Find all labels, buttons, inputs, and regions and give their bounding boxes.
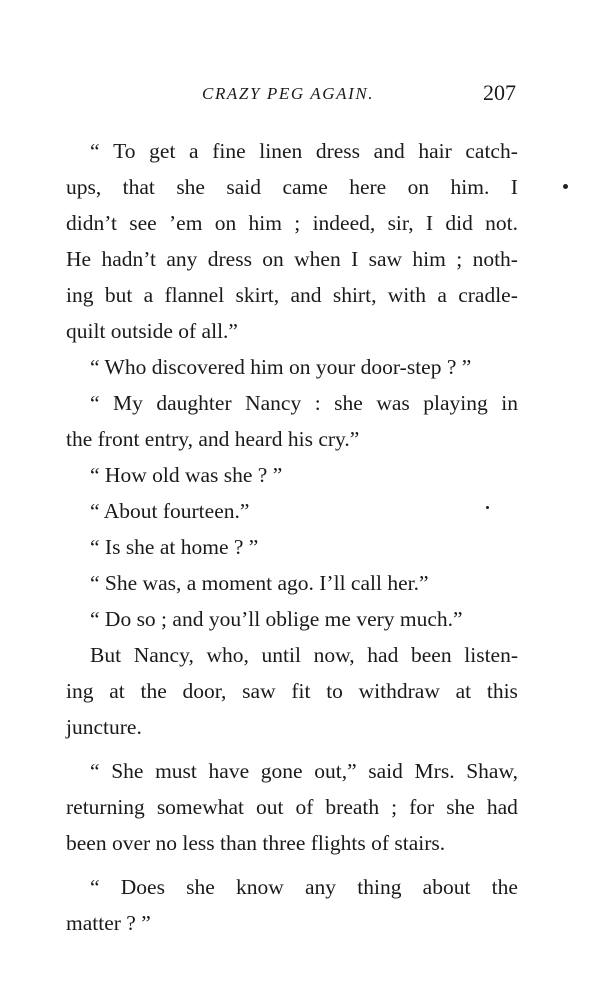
word: Shaw, bbox=[466, 759, 518, 783]
text-line bbox=[66, 169, 518, 205]
word: “ bbox=[90, 391, 100, 415]
text-line bbox=[66, 869, 518, 905]
text-line: “ Do so ; and you’ll oblige me very much.” bbox=[90, 607, 463, 631]
text-line bbox=[66, 753, 518, 789]
word: To bbox=[113, 139, 136, 163]
word: on bbox=[262, 247, 284, 271]
text-line: been over no less than three flights of stairs. bbox=[66, 831, 446, 855]
ink-speck bbox=[563, 184, 568, 189]
word: ; bbox=[391, 795, 398, 819]
word: saw bbox=[242, 679, 276, 703]
word: but bbox=[104, 283, 133, 307]
text-line: “ Who discovered him on your door-step ? ” bbox=[90, 355, 472, 379]
text-line bbox=[66, 205, 518, 241]
word: to bbox=[326, 679, 343, 703]
word: Mrs. bbox=[414, 759, 455, 783]
word: with bbox=[387, 283, 427, 307]
word: know bbox=[236, 875, 284, 899]
word: when bbox=[294, 247, 341, 271]
word: him bbox=[412, 247, 446, 271]
word: who, bbox=[206, 643, 249, 667]
word: a bbox=[143, 283, 154, 307]
text-line: juncture. bbox=[66, 715, 142, 739]
word: ; bbox=[294, 211, 301, 235]
word: Nancy bbox=[245, 391, 302, 415]
word: door, bbox=[182, 679, 227, 703]
word: dress bbox=[207, 247, 252, 271]
word: see bbox=[129, 211, 157, 235]
word: the bbox=[140, 679, 167, 703]
running-head bbox=[66, 80, 520, 110]
word: she bbox=[446, 795, 475, 819]
word: get bbox=[149, 139, 176, 163]
running-title: CRAZY PEG AGAIN. bbox=[202, 84, 375, 103]
word: him bbox=[248, 211, 282, 235]
word: thing bbox=[357, 875, 402, 899]
word: of bbox=[295, 795, 314, 819]
word: at bbox=[455, 679, 472, 703]
text-line bbox=[66, 133, 518, 169]
word: catch- bbox=[465, 139, 518, 163]
word: linen bbox=[259, 139, 303, 163]
word: here bbox=[349, 175, 387, 199]
word: said bbox=[368, 759, 403, 783]
word: out bbox=[256, 795, 284, 819]
word: She bbox=[111, 759, 144, 783]
text-line: quilt outside of all.” bbox=[66, 319, 238, 343]
word: was bbox=[376, 391, 410, 415]
word: dress bbox=[315, 139, 361, 163]
word: skirt, bbox=[235, 283, 280, 307]
word: saw bbox=[368, 247, 403, 271]
word: ing bbox=[66, 679, 94, 703]
word: she bbox=[176, 175, 205, 199]
word: gone bbox=[260, 759, 303, 783]
word: about bbox=[422, 875, 471, 899]
word: But bbox=[90, 643, 122, 667]
word: did bbox=[445, 211, 473, 235]
word: breath bbox=[325, 795, 380, 819]
word: until bbox=[261, 643, 301, 667]
word: He bbox=[66, 247, 92, 271]
text-line: “ She was, a moment ago. I’ll call her.” bbox=[90, 571, 429, 595]
word: hadn’t bbox=[101, 247, 156, 271]
word: shirt, bbox=[332, 283, 377, 307]
text-line bbox=[66, 673, 518, 709]
word: ; bbox=[456, 247, 463, 271]
word: been bbox=[411, 643, 452, 667]
word: have bbox=[208, 759, 250, 783]
word: and bbox=[290, 283, 322, 307]
word: the bbox=[491, 875, 518, 899]
word: : bbox=[314, 391, 321, 415]
word: fine bbox=[212, 139, 246, 163]
word: any bbox=[305, 875, 337, 899]
word: Nancy, bbox=[133, 643, 194, 667]
word: ing bbox=[66, 283, 94, 307]
word: I bbox=[510, 175, 518, 199]
word: she bbox=[334, 391, 363, 415]
word: ups, bbox=[66, 175, 102, 199]
word: not. bbox=[485, 211, 518, 235]
word: cradle- bbox=[458, 283, 518, 307]
word: listen- bbox=[464, 643, 518, 667]
word: now, bbox=[313, 643, 355, 667]
word: must bbox=[155, 759, 197, 783]
ink-speck bbox=[486, 506, 489, 509]
word: had bbox=[486, 795, 518, 819]
word: sir, bbox=[387, 211, 414, 235]
word: a bbox=[189, 139, 199, 163]
word: indeed, bbox=[312, 211, 376, 235]
text-line bbox=[66, 789, 518, 825]
word: this bbox=[486, 679, 518, 703]
word: “ bbox=[90, 875, 100, 899]
text-line bbox=[66, 277, 518, 313]
word: in bbox=[501, 391, 518, 415]
word: fit bbox=[291, 679, 311, 703]
word: somewhat bbox=[156, 795, 244, 819]
word: on bbox=[407, 175, 430, 199]
text-line bbox=[66, 637, 518, 673]
text-line: the front entry, and heard his cry.” bbox=[66, 427, 360, 451]
word: playing bbox=[423, 391, 488, 415]
word: noth- bbox=[472, 247, 518, 271]
word: flannel bbox=[164, 283, 225, 307]
word: “ bbox=[90, 139, 100, 163]
word: a bbox=[437, 283, 447, 307]
text-line: “ How old was she ? ” bbox=[90, 463, 283, 487]
word: on bbox=[214, 211, 237, 235]
word: “ bbox=[90, 759, 100, 783]
word: daughter bbox=[156, 391, 232, 415]
word: I bbox=[425, 211, 434, 235]
word: any bbox=[166, 247, 198, 271]
word: My bbox=[113, 391, 143, 415]
word: withdraw bbox=[358, 679, 440, 703]
word: said bbox=[226, 175, 262, 199]
word: out,” bbox=[314, 759, 357, 783]
text-line: “ About fourteen.” bbox=[90, 499, 250, 523]
text-line bbox=[66, 385, 518, 421]
text-line: “ Is she at home ? ” bbox=[90, 535, 259, 559]
word: that bbox=[122, 175, 155, 199]
word: at bbox=[109, 679, 125, 703]
word: I bbox=[351, 247, 359, 271]
text-line bbox=[66, 241, 518, 277]
word: she bbox=[186, 875, 215, 899]
word: and bbox=[373, 139, 405, 163]
word: had bbox=[367, 643, 399, 667]
text-line: matter ? ” bbox=[66, 911, 151, 935]
word: for bbox=[409, 795, 435, 819]
word: Does bbox=[120, 875, 165, 899]
word: returning bbox=[66, 795, 145, 819]
word: ’em bbox=[169, 211, 203, 235]
word: him. bbox=[450, 175, 490, 199]
word: hair bbox=[418, 139, 452, 163]
word: didn’t bbox=[66, 211, 117, 235]
body-text bbox=[66, 133, 518, 941]
word: came bbox=[282, 175, 328, 199]
page-number: 207 bbox=[483, 80, 516, 105]
